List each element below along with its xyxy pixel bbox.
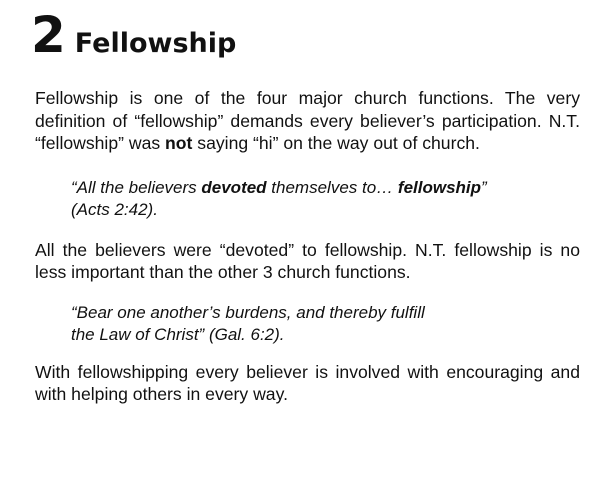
- scripture-quote-acts-reference: (Acts 2:42).: [71, 200, 158, 219]
- chapter-heading: [31, 2, 236, 77]
- spacer: [35, 222, 580, 239]
- spacer: [35, 284, 580, 302]
- scripture-quote-galatians-line-1: “Bear one another’s burdens, and thereby fulfill: [71, 302, 425, 322]
- intro-paragraph-emphasis: not: [165, 133, 193, 153]
- chapter-title: Fellowship: [74, 28, 237, 59]
- scripture-quote-galatians-line-2: the Law of Christ” (Gal. 6:2).: [71, 325, 285, 344]
- scripture-quote-acts-emphasis-devoted: devoted: [201, 177, 267, 197]
- devotion-paragraph: All the believers were “devoted” to fellowship. N.T. fellowship is no less important than the other 3 church functions.: [35, 239, 580, 282]
- scripture-quote-acts-emphasis-fellowship: fellowship: [397, 177, 482, 197]
- scripture-quote-acts-text-1: “All the believers: [71, 177, 202, 197]
- body-content: [35, 87, 580, 406]
- intro-paragraph: [35, 87, 580, 155]
- intro-paragraph-text-2: saying “hi” on the way out of church.: [192, 133, 480, 153]
- scripture-quote-acts: [71, 177, 580, 222]
- chapter-number: 2: [31, 6, 65, 64]
- scripture-quote-acts-text-2: themselves to…: [266, 177, 398, 197]
- scripture-quote-galatians: [71, 302, 580, 347]
- closing-paragraph: With fellowshipping every believer is involved with encouraging and with helping others in every way.: [35, 361, 580, 404]
- intro-paragraph-text-1: Fellowship is one of the four major church functions. The very definition of “fellowship” demands every believer’s participation. N.T. “fellowship” was: [35, 88, 580, 153]
- spacer: [35, 347, 580, 361]
- spacer: [35, 155, 580, 177]
- scripture-quote-acts-text-3: ”: [481, 177, 487, 197]
